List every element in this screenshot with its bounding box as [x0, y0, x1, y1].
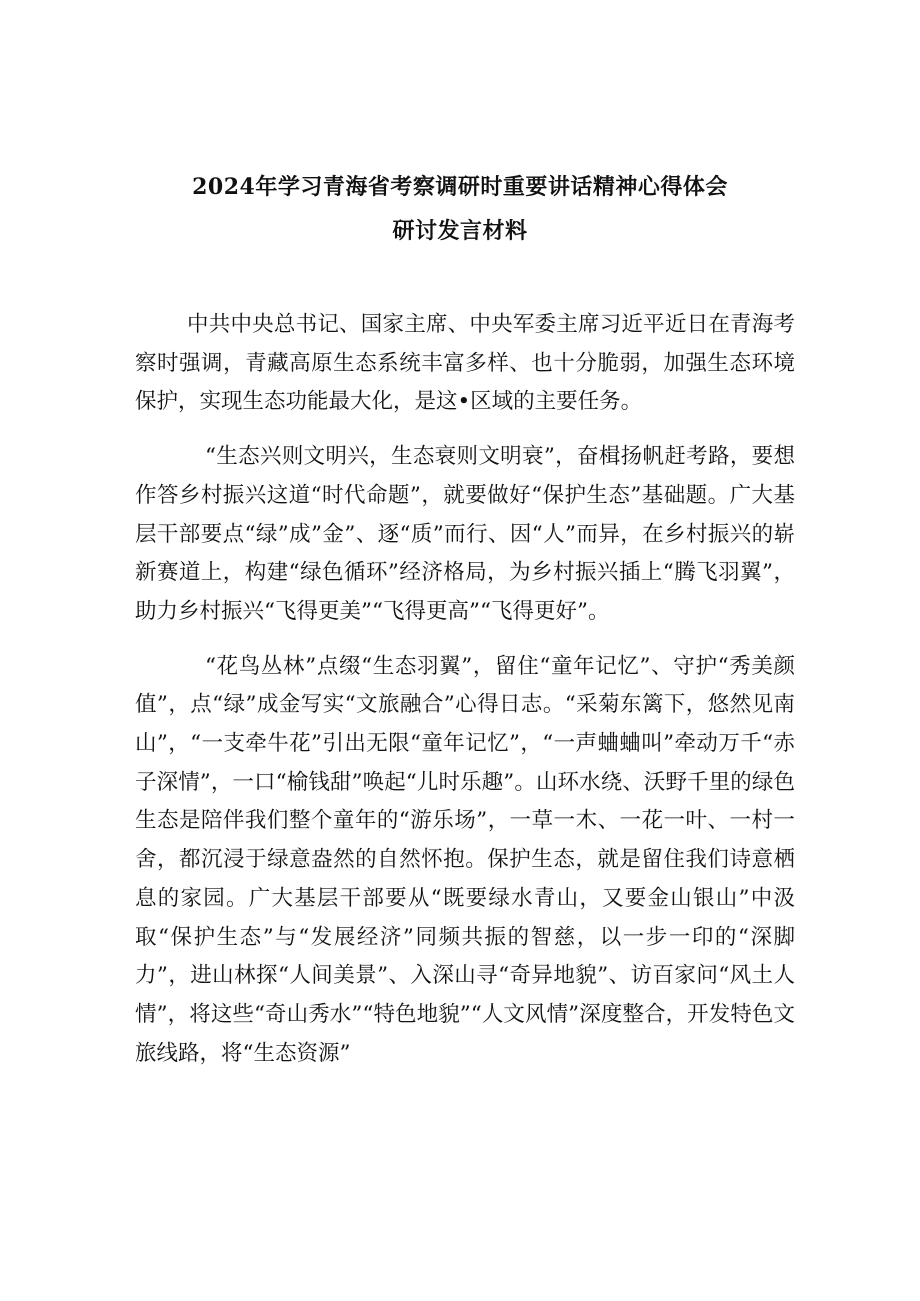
document-body	[135, 306, 795, 1073]
paragraph: “花鸟丛林”点缀“生态羽翼”，留住“童年记忆”、守护“秀美颜值”，点“绿”成金写实“文旅融合”心得日志。“采菊东篱下，悠然见南山”，“一支牵牛花”引出无限“童年记忆”，“一声蛐蛐叫”牵动万千“赤子深情”，一口“榆钱甜”唤起“儿时乐趣”。山环水绕、沃野千里的绿色生态是陪伴我们整个童年的“游乐场”，一草一木、一花一叶、一村一舍，都沉浸于绿意盎然的自然怀抱。保护生态，就是留住我们诗意栖息的家园。广大基层干部要从“既要绿水青山，又要金山银山”中汲取“保护生态”与“发展经济”同频共振的智慈，以一步一印的“深脚力”，进山林探“人间美景”、入深山寻“奇异地貌”、访百家问“风土人情”，将这些“奇山秀水”“特色地貌”“人文风情”深度整合，开发特色文旅线路，将“生态资源”	[135, 653, 795, 1066]
paragraph: “生态兴则文明兴，生态衰则文明衰”，奋楫扬帆赶考路，要想作答乡村振兴这道“时代命题”，就要做好“保护生态”基础题。广大基层干部要点“绿”成”金”、逐“质”而行、因“人”而异，在乡村振兴的崭新赛道上，构建“绿色循环”经济格局，为乡村振兴插上“腾飞羽翼”，助力乡村振兴“飞得更美”“飞得更高”“飞得更好”。	[135, 444, 795, 624]
paragraph: 中共中央总书记、国家主席、中央军委主席习近平近日在青海考察时强调，青藏高原生态系统丰富多样、也十分脆弱，加强生态环境保护，实现生态功能最大化，是这•区域的主要任务。	[135, 312, 795, 415]
document-title: 2024年学习青海省考察调研时重要讲话精神心得体会	[192, 174, 728, 200]
document-subtitle: 研讨发言材料	[392, 218, 528, 244]
